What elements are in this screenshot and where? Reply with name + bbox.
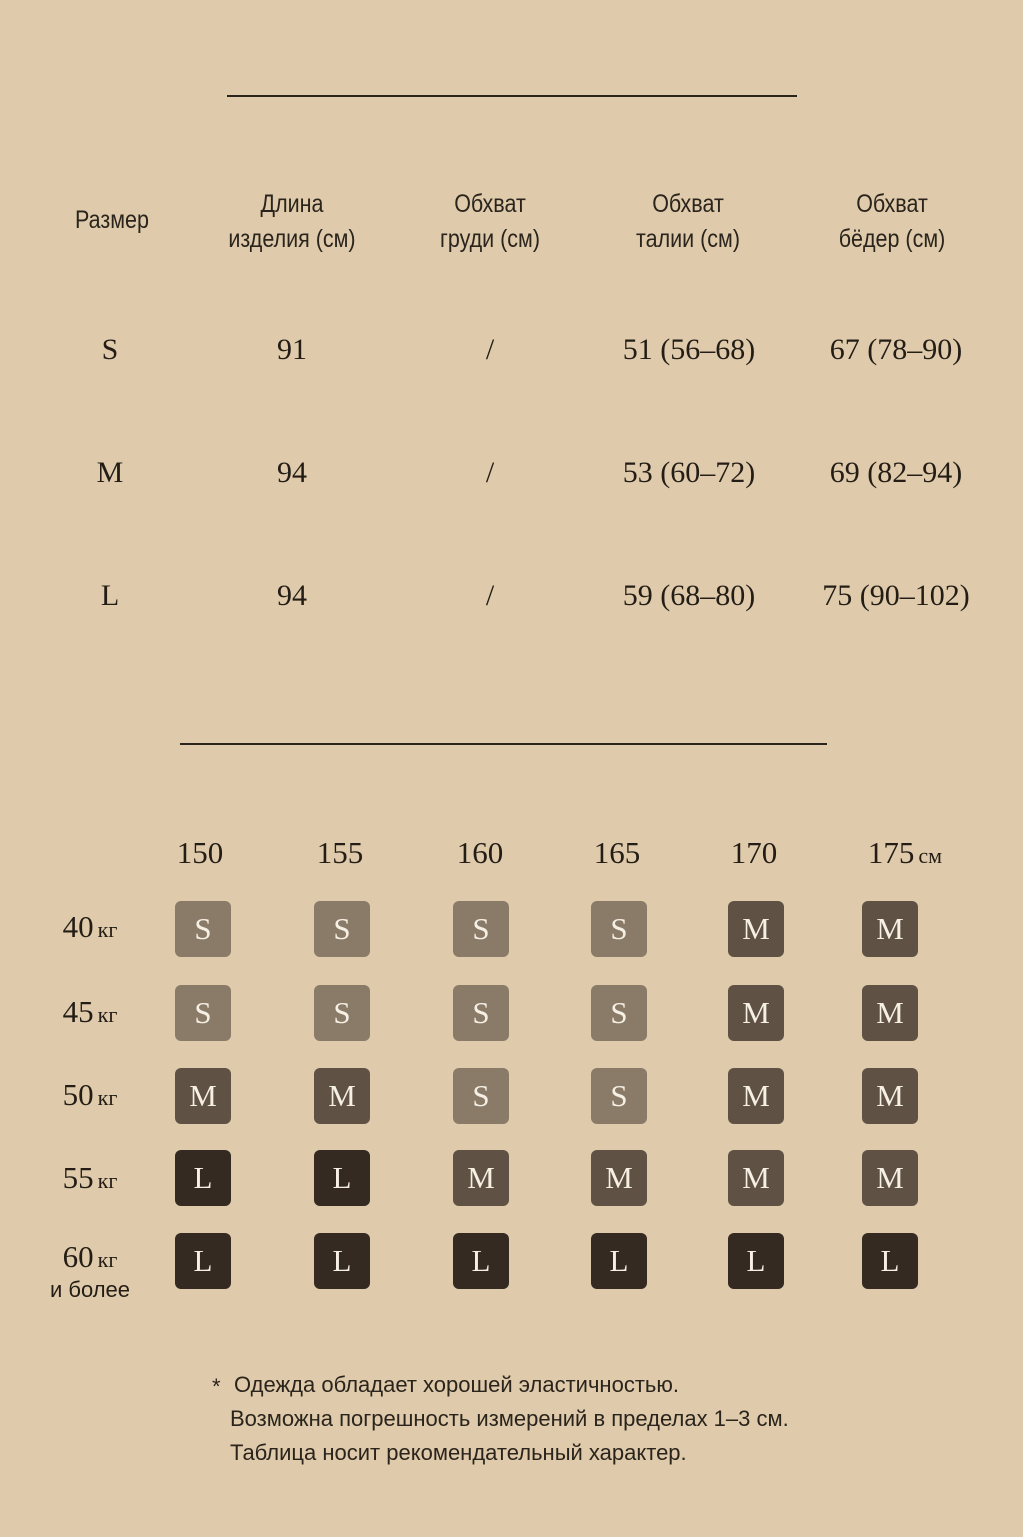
header-chest-line-1: Обхват <box>454 190 526 218</box>
size-cell-m: M <box>453 1150 509 1206</box>
height-value: 165 <box>593 835 641 870</box>
size-cell-s: S <box>314 985 370 1041</box>
chest-value: / <box>485 333 495 366</box>
height-column-label <box>290 834 390 872</box>
footnote-line-3: Таблица носит рекомендательный характер. <box>230 1440 687 1465</box>
size-cell-m: M <box>728 901 784 957</box>
chest-value: / <box>485 456 495 489</box>
size-cell-l: L <box>862 1233 918 1289</box>
height-column-label <box>430 834 530 872</box>
header-length <box>210 187 373 257</box>
size-cell-m: M <box>728 1068 784 1124</box>
weight-value: 55 <box>62 1160 94 1195</box>
header-waist-line-2: талии (см) <box>636 225 740 253</box>
size-cell-m: M <box>862 985 918 1041</box>
weight-row-label <box>40 1240 140 1303</box>
height-column-label <box>150 834 250 872</box>
weight-unit: кг <box>97 1085 118 1110</box>
size-cell-l: L <box>175 1150 231 1206</box>
header-chest <box>413 187 568 257</box>
height-value: 175 <box>867 835 915 870</box>
size-cell-m: M <box>591 1150 647 1206</box>
size-cell-s: S <box>314 901 370 957</box>
size-cell-m: M <box>862 1068 918 1124</box>
size-cell-l: L <box>453 1233 509 1289</box>
size-cell-s: S <box>591 901 647 957</box>
header-size-line-1: Размер <box>75 206 149 234</box>
hips-value: 67 (78–90) <box>829 333 963 366</box>
header-chest-line-2: груди (см) <box>440 225 540 253</box>
height-value: 160 <box>456 835 504 870</box>
size-cell-m: M <box>728 1150 784 1206</box>
middle-divider <box>180 743 827 745</box>
size-cell-m: M <box>862 901 918 957</box>
size-cell-s: S <box>453 901 509 957</box>
size-cell-s: S <box>175 985 231 1041</box>
header-hips <box>813 187 971 257</box>
waist-value: 51 (56–68) <box>622 333 756 366</box>
weight-value: 50 <box>62 1077 94 1112</box>
height-column-label <box>567 834 667 872</box>
size-cell-l: L <box>728 1233 784 1289</box>
top-divider <box>227 95 797 97</box>
length-value: 94 <box>277 456 307 489</box>
hips-value: 75 (90–102) <box>822 579 970 612</box>
size-cell-m: M <box>314 1068 370 1124</box>
weight-unit: кг <box>97 917 118 942</box>
size-cell-s: S <box>453 985 509 1041</box>
header-waist <box>611 187 766 257</box>
size-cell-s: S <box>175 901 231 957</box>
size-cell-s: S <box>591 985 647 1041</box>
header-size <box>59 203 166 238</box>
length-value: 91 <box>277 333 307 366</box>
weight-unit: кг <box>97 1168 118 1193</box>
size-label: M <box>96 456 124 489</box>
size-cell-m: M <box>862 1150 918 1206</box>
header-length-line-1: Длина <box>260 190 324 218</box>
height-unit: см <box>918 843 943 868</box>
footnote <box>212 1368 789 1470</box>
hips-value: 69 (82–94) <box>829 456 963 489</box>
weight-value: 45 <box>62 994 94 1029</box>
size-cell-l: L <box>314 1233 370 1289</box>
size-cell-l: L <box>175 1233 231 1289</box>
size-cell-m: M <box>175 1068 231 1124</box>
weight-unit: кг <box>97 1002 118 1027</box>
size-cell-s: S <box>453 1068 509 1124</box>
weight-value: 60 <box>62 1239 94 1274</box>
header-length-line-2: изделия (см) <box>228 225 356 253</box>
height-value: 155 <box>316 835 364 870</box>
weight-unit: кг <box>97 1247 118 1272</box>
height-value: 170 <box>730 835 778 870</box>
size-label: L <box>100 579 120 612</box>
height-column-label <box>840 834 970 875</box>
weight-row-label <box>40 995 140 1032</box>
weight-row-label <box>40 910 140 947</box>
height-column-label <box>704 834 804 872</box>
waist-value: 59 (68–80) <box>622 579 756 612</box>
header-hips-line-2: бёдер (см) <box>838 225 946 253</box>
footnote-asterisk: * <box>212 1374 221 1399</box>
footnote-line-2: Возможна погрешность измерений в пределах 1–3 см. <box>230 1406 789 1431</box>
length-value: 94 <box>277 579 307 612</box>
chest-value: / <box>485 579 495 612</box>
size-cell-l: L <box>314 1150 370 1206</box>
header-waist-line-1: Обхват <box>652 190 724 218</box>
weight-row-label <box>40 1161 140 1198</box>
height-value: 150 <box>176 835 224 870</box>
weight-value: 40 <box>62 909 94 944</box>
waist-value: 53 (60–72) <box>622 456 756 489</box>
size-cell-m: M <box>728 985 784 1041</box>
size-label: S <box>101 333 119 366</box>
weight-row-label <box>40 1078 140 1115</box>
footnote-line-1: Одежда обладает хорошей эластичностью. <box>234 1372 679 1397</box>
header-hips-line-1: Обхват <box>856 190 928 218</box>
weight-extra-note: и более <box>49 1277 131 1302</box>
size-cell-l: L <box>591 1233 647 1289</box>
size-cell-s: S <box>591 1068 647 1124</box>
